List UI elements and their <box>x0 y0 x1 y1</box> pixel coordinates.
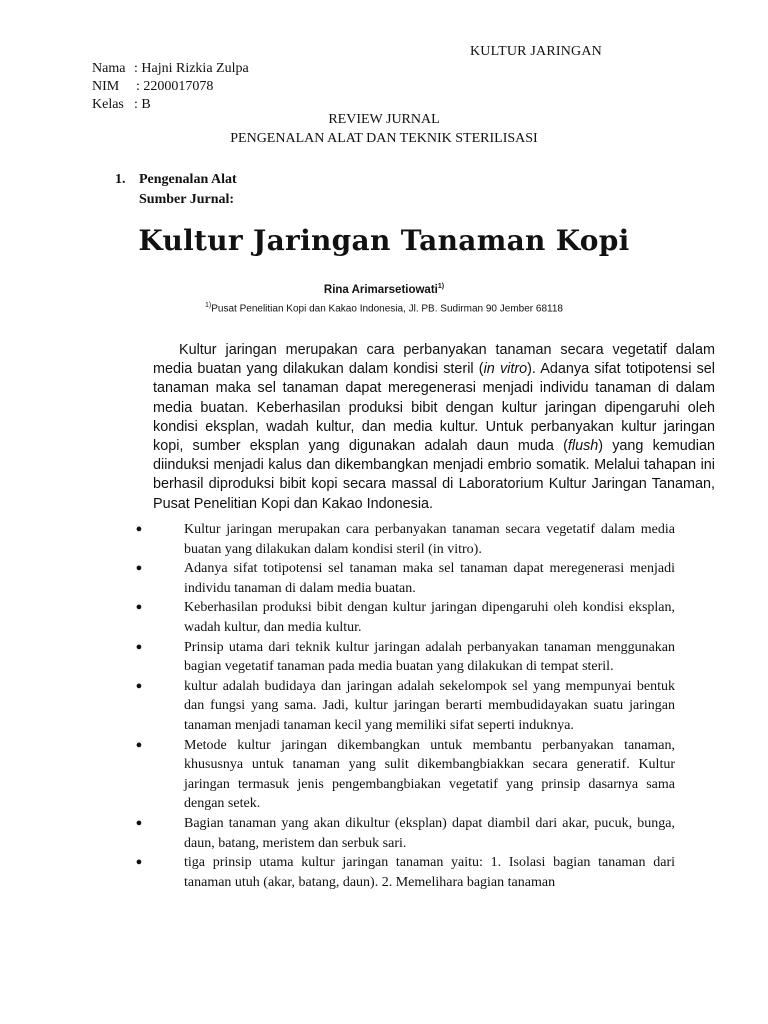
bullet-text: Kultur jaringan merupakan cara perbanyakan tanaman secara vegetatif dalam media buatan yang dilakukan dalam kondisi steril (in vitro). <box>184 522 675 557</box>
abstract-part-2: ). Adanya sifat totipotensi sel tanaman maka sel tanaman dapat meregenerasi menjadi individu tanaman di dalam media buatan. Keberhasilan produksi bibit dengan kultur jaringan dipengaruhi oleh kondisi eksplan, wadah kultur, dan media kultur. Untuk perbanyakan kultur jaringan kopi, sumber eksplan yang digunakan adalah daun muda ( <box>153 361 716 455</box>
abstract-part-3: ) yang kemudian diinduksi menjadi kalus dan dikembangkan menjadi embrio somatik. Melalui tahapan ini berhasil diproduksi bibit kopi secara massal di Laboratorium Kultur Jaringan Tanaman, Pusat Penelitian Kopi dan Kakao Indonesia. <box>153 438 715 512</box>
abstract-flush: flush <box>567 438 599 455</box>
bullet-icon: ● <box>135 738 143 751</box>
bullet-text: Prinsip utama dari teknik kultur jaringan adalah perbanyakan tanaman menggunakan bagian vegetatif tanaman pada media buatan yang dilakukan di tempat steril. <box>184 639 675 675</box>
journal-affiliation <box>0 302 768 314</box>
list-item <box>133 520 675 559</box>
review-title: REVIEW JURNAL <box>328 112 440 127</box>
bullet-icon: ● <box>135 601 143 614</box>
name-value: : Hajni Rizkia Zulpa <box>134 61 249 76</box>
list-item <box>133 814 675 853</box>
student-nim-row <box>92 78 249 96</box>
bullet-icon: ● <box>135 816 143 829</box>
author-name: Rina Arimarsetiowati <box>323 283 438 296</box>
list-item <box>133 598 675 637</box>
class-value: : B <box>134 97 151 112</box>
course-title: KULTUR JARINGAN <box>470 44 602 59</box>
list-item <box>133 638 675 677</box>
nim-value: : 2200017078 <box>136 79 214 94</box>
student-name-row <box>92 60 249 78</box>
section-title: Pengenalan Alat <box>139 172 237 187</box>
section-number: 1. <box>115 172 126 187</box>
list-item <box>133 736 675 814</box>
bullet-list <box>133 520 675 892</box>
bullet-text: kultur adalah budidaya dan jaringan adalah sekelompok sel yang mempunyai bentuk dan fungsi yang sama. Jadi, kultur jaringan berarti membudidayakan suatu jaringan tanaman menjadi tanaman kecil yang memiliki sifat seperti induknya. <box>184 678 675 733</box>
list-item <box>133 559 675 598</box>
source-label: Sumber Jurnal: <box>139 192 235 207</box>
abstract-part-1: Kultur jaringan merupakan cara perbanyakan tanaman secara vegetatif dalam media buatan yang dilakukan dalam kondisi steril ( <box>153 342 715 378</box>
name-label: Nama <box>92 61 126 76</box>
section-heading <box>115 170 237 210</box>
bullet-icon: ● <box>135 523 143 535</box>
bullet-icon: ● <box>135 640 143 653</box>
bullet-text: Keberhasilan produksi bibit dengan kultur jaringan dipengaruhi oleh kondisi eksplan, wadah kultur, dan media kultur. <box>184 600 675 635</box>
bullet-icon: ● <box>135 679 143 692</box>
journal-abstract <box>153 341 715 514</box>
list-item <box>133 677 675 736</box>
affiliation-text: Pusat Penelitian Kopi dan Kakao Indonesia, Jl. PB. Sudirman 90 Jember 68118 <box>211 303 563 315</box>
class-label: Kelas <box>92 97 124 112</box>
author-mark: 1) <box>437 283 445 290</box>
bullet-text: Metode kultur jaringan dikembangkan untuk membantu perbanyakan tanaman, khususnya untuk tanaman yang sulit dikembangbiakkan secara generatif. Kultur jaringan termasuk jenis pengembangbiakan vegetatif yang prinsip dasarnya sama dengan setek. <box>184 737 675 812</box>
nim-label: NIM <box>92 79 120 94</box>
review-subtitle: PENGENALAN ALAT DAN TEKNIK STERILISASI <box>230 131 538 146</box>
bullet-icon: ● <box>135 856 143 869</box>
bullet-text: Adanya sifat totipotensi sel tanaman maka sel tanaman dapat meregenerasi menjadi individu tanaman di dalam media buatan. <box>184 561 675 596</box>
list-item <box>133 853 675 892</box>
journal-author <box>0 283 768 296</box>
bullet-text: Bagian tanaman yang akan dikultur (eksplan) dapat diambil dari akar, pucuk, bunga, daun, batang, meristem dan serbuk sari. <box>184 815 675 851</box>
affiliation-mark: 1) <box>205 302 212 309</box>
abstract-in-vitro: in vitro <box>483 361 528 378</box>
bullet-text: tiga prinsip utama kultur jaringan tanaman yaitu: 1. Isolasi bagian tanaman dari tanaman utuh (akar, batang, daun). 2. Memelihara bagian tanaman <box>184 855 675 890</box>
student-info <box>92 60 249 114</box>
journal-title: Kultur Jaringan Tanaman Kopi <box>138 224 630 257</box>
bullet-icon: ● <box>135 562 143 575</box>
